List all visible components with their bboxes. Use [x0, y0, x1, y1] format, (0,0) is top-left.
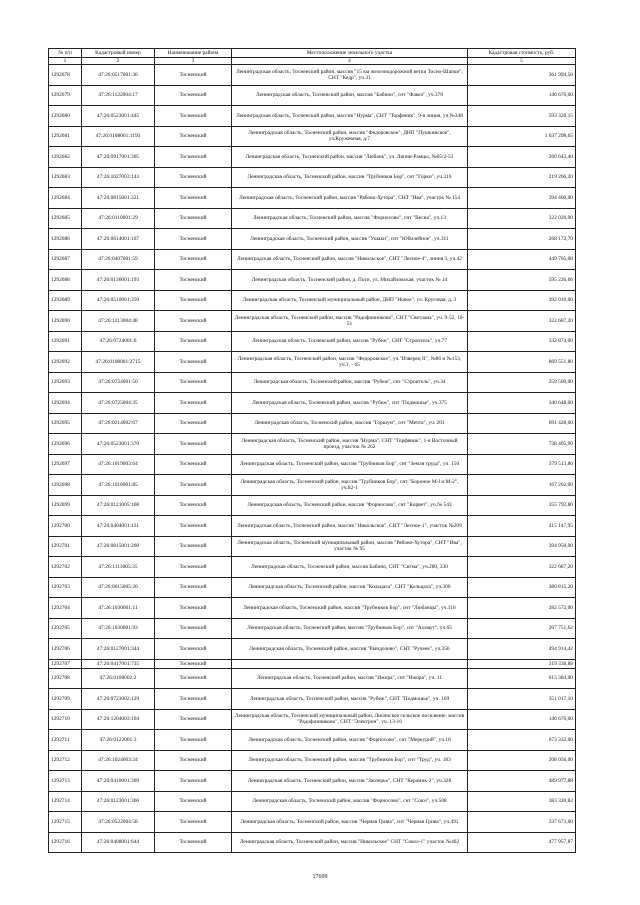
table-row — [49, 229, 576, 250]
cadastral-value-cell: 593 326,15 — [468, 106, 576, 127]
cadastral-value-cell: 332 874,00 — [468, 331, 576, 352]
table-row — [49, 65, 576, 86]
district-cell: Тосненский — [155, 290, 232, 311]
header-index-row — [49, 58, 576, 65]
location-cell: Ленинградская область, Тосненский район, массив "Форносово", снт "Корвет", уч.№ 543 — [232, 495, 468, 516]
cadastral-value-cell: 340 648,00 — [468, 393, 576, 414]
cadastral-value-cell: 379 513,86 — [468, 454, 576, 475]
table-row — [49, 618, 576, 639]
location-cell: Ленинградская область, Тосненский район, массив "Рубеж", СНТ "Подмошье", уч. 169 — [232, 689, 468, 710]
district-cell: Тосненский — [155, 557, 232, 578]
cadastral-value-cell: 595 226,66 — [468, 270, 576, 291]
table-row — [49, 689, 576, 710]
district-cell: Тосненский — [155, 413, 232, 434]
district-cell: Тосненский — [155, 577, 232, 598]
row-number-cell: 1292695 — [49, 413, 82, 434]
row-number-cell: 1292700 — [49, 516, 82, 537]
table-row — [49, 832, 576, 853]
location-cell: Ленинградская область, Тосненский район, массив "Рубеж", СНТ "Строитель", уч.77 — [232, 331, 468, 352]
row-number-cell: 1292716 — [49, 832, 82, 853]
header-index: 4 — [232, 58, 468, 65]
header-location: Местоположение земельного участка — [232, 49, 468, 58]
cadastral-value-cell: 361 994,56 — [468, 65, 576, 86]
row-number-cell: 1292707 — [49, 659, 82, 668]
cadastral-number-cell: 47:26:0723002:129 — [82, 689, 155, 710]
table-row — [49, 557, 576, 578]
location-cell: Ленинградская область, Тосненский район, массив "Радофинниково", СНТ "Светлана", уч. 9-52, 10-51 — [232, 311, 468, 332]
table-row — [49, 709, 576, 730]
district-cell: Тосненский — [155, 598, 232, 619]
cadastral-value-cell: 691 428,00 — [468, 413, 576, 434]
row-number-cell: 1292696 — [49, 434, 82, 455]
location-cell: Ленинградская область, Тосненский район, массив "Горшум", снт "Мечта", уч. 201 — [232, 413, 468, 434]
location-cell: Ленинградская область, Тосненский район, массив "Кольцаха", СНТ "Кольцаха", уч.300 — [232, 577, 468, 598]
location-cell: Ленинградская область, Тосненский район, массив "15 км железнодорожной ветки Тосно-Шапки", СНТ "Кедр", уч.31 — [232, 65, 468, 86]
row-number-cell: 1292683 — [49, 167, 82, 188]
cadastral-value-cell: 449 705,08 — [468, 249, 576, 270]
location-cell: Ленинградская область, Тосненский район, массив "Рубеж", снт "Подмошье", уч.375 — [232, 393, 468, 414]
row-number-cell: 1292693 — [49, 372, 82, 393]
cadastral-number-cell: 47:26:0122001:3 — [82, 730, 155, 751]
district-cell: Тосненский — [155, 709, 232, 730]
cadastral-number-cell: 47:26:0108001:1193 — [82, 126, 155, 147]
location-cell: Ленинградская область, Тосненский муниципальный район, массив "Рябово-Хутора", СНТ "Ива", участок № 95 — [232, 536, 468, 557]
location-cell: Ленинградская область, Тосненский район, массив "Никольское", СНТ "Лесное-1", участок №209 — [232, 516, 468, 537]
table-row — [49, 516, 576, 537]
cadastral-number-cell: 47:26:0510001:350 — [82, 290, 155, 311]
row-number-cell: 1292705 — [49, 618, 82, 639]
cadastral-value-cell: 1 637 298,65 — [468, 126, 576, 147]
row-number-cell: 1292713 — [49, 771, 82, 792]
table-row — [49, 167, 576, 188]
row-number-cell: 1292697 — [49, 454, 82, 475]
cadastral-value-cell: 383 320,82 — [468, 791, 576, 812]
cadastral-number-cell: 47:26:0404001:131 — [82, 516, 155, 537]
row-number-cell: 1292702 — [49, 557, 82, 578]
district-cell: Тосненский — [155, 147, 232, 168]
table-row — [49, 639, 576, 660]
table-body — [49, 65, 576, 853]
cadastral-number-cell: 47:26:0522004:58 — [82, 812, 155, 833]
row-number-cell: 1292691 — [49, 331, 82, 352]
location-cell: Ленинградская область, Тосненский муниципальный район, ДНП "Новое", ул. Круговая, д. 3 — [232, 290, 468, 311]
district-cell: Тосненский — [155, 771, 232, 792]
table-row — [49, 659, 576, 668]
location-cell: Ленинградская область, Тосненский район, массив "Никольское" СНТ "Сокол-1" участок №402 — [232, 832, 468, 853]
row-number-cell: 1292686 — [49, 229, 82, 250]
cadastral-number-cell: 47:26:0407001:59 — [82, 249, 155, 270]
cadastral-number-cell: 47:26:1027003:143 — [82, 167, 155, 188]
cadastral-number-cell: 47:26:1204003:104 — [82, 709, 155, 730]
location-cell: Ленинградская область, Тосненский район, массив "Бабино", снт "Факел", уч.370 — [232, 85, 468, 106]
district-cell: Тосненский — [155, 106, 232, 127]
district-cell: Тосненский — [155, 750, 232, 771]
cadastral-value-cell: 259 500,00 — [468, 372, 576, 393]
cadastral-value-cell: 322 020,00 — [468, 208, 576, 229]
row-number-cell: 1292706 — [49, 639, 82, 660]
district-cell: Тосненский — [155, 689, 232, 710]
location-cell: Ленинградская область, Тосненский муниципальный район, Лисинское сельское поселение, массив "Радофинниково", СНТ "Электрон", уч. 13-16 — [232, 709, 468, 730]
cadastral-value-cell: 268 172,70 — [468, 229, 576, 250]
location-cell: Ленинградская область, Тосненский район, массив "Федоровское", ДНП "Пушкинское", ул.Кружевная, д.7 — [232, 126, 468, 147]
district-cell: Тосненский — [155, 331, 232, 352]
location-cell: Ленинградская область, Тосненский район, массив "Трубников Бор", снт "Труд", уч. 183 — [232, 750, 468, 771]
row-number-cell: 1292710 — [49, 709, 82, 730]
location-cell: Ленинградская область, Тосненский район, массив "Трубников Бор", снт "Земля труда", уч. 150 — [232, 454, 468, 475]
cadastral-value-cell: 477 957,87 — [468, 832, 576, 853]
cadastral-value-cell: 673 332,00 — [468, 730, 576, 751]
cadastral-value-cell: 146 676,00 — [468, 709, 576, 730]
cadastral-number-cell: 47:26:0815001:321 — [82, 188, 155, 209]
district-cell: Тосненский — [155, 126, 232, 147]
cadastral-value-cell: 337 673,60 — [468, 812, 576, 833]
cadastral-number-cell: 47:26:0615005:20 — [82, 577, 155, 598]
cadastral-number-cell: 47:26:0108002:2 — [82, 668, 155, 689]
row-number-cell: 1292703 — [49, 577, 82, 598]
location-cell: Ленинградская область, Тосненский район, массив "Трубников Бор", снт "Ахмаут", уч.65 — [232, 618, 468, 639]
location-cell: Ленинградская область, Тосненский район, массив "Форносово", снт "Меркурий", уч.18 — [232, 730, 468, 751]
district-cell: Тосненский — [155, 352, 232, 373]
table-row — [49, 577, 576, 598]
row-number-cell: 1292689 — [49, 290, 82, 311]
row-number-cell: 1292682 — [49, 147, 82, 168]
header-index: 2 — [82, 58, 155, 65]
location-cell: Ленинградская область, Тосненский район, массив "Рубеж", снт "Строитель", уч.34 — [232, 372, 468, 393]
cadastral-value-cell: 319 338,88 — [468, 659, 576, 668]
location-cell: Ленинградская область, Тосненский район, массив "Рындолево", СНТ "Ручеек", уч.356 — [232, 639, 468, 660]
cadastral-value-cell: 738 405,90 — [468, 434, 576, 455]
table-row — [49, 352, 576, 373]
table-row — [49, 270, 576, 291]
table-row — [49, 668, 576, 689]
row-number-cell: 1292711 — [49, 730, 82, 751]
cadastral-number-cell: 47:26:1030001:93 — [82, 618, 155, 639]
district-cell: Тосненский — [155, 668, 232, 689]
district-cell: Тосненский — [155, 639, 232, 660]
table-row — [49, 208, 576, 229]
table-row — [49, 311, 576, 332]
row-number-cell: 1292714 — [49, 791, 82, 812]
cadastral-number-cell: 47:26:0614001:167 — [82, 229, 155, 250]
table-row — [49, 85, 576, 106]
cadastral-number-cell: 47:26:0725004:35 — [82, 393, 155, 414]
cadastral-number-cell: 47:26:1213004:48 — [82, 311, 155, 332]
row-number-cell: 1292681 — [49, 126, 82, 147]
row-number-cell: 1292709 — [49, 689, 82, 710]
district-cell: Тосненский — [155, 791, 232, 812]
district-cell: Тосненский — [155, 536, 232, 557]
table-row — [49, 771, 576, 792]
location-cell: Ленинградская область, Тосненский район, массив "Заозерье", СНТ "Керамик-2", уч.328 — [232, 771, 468, 792]
cadastral-number-cell: 47:26:0214002:67 — [82, 413, 155, 434]
page-number: 17699 — [312, 874, 328, 880]
cadastral-number-cell: 47:26:0110001:29 — [82, 208, 155, 229]
cadastral-number-cell: 47:26:0123001:366 — [82, 791, 155, 812]
location-cell: Ленинградская область, Тосненский район, массив "Никольское", СНТ "Лесное-4", линия 3, уч.42 — [232, 249, 468, 270]
row-number-cell: 1292704 — [49, 598, 82, 619]
table-row — [49, 393, 576, 414]
district-cell: Тосненский — [155, 832, 232, 853]
table-row — [49, 249, 576, 270]
cadastral-number-cell: 47:26:0408001:644 — [82, 832, 155, 853]
header-index: 3 — [155, 58, 232, 65]
location-cell: Ленинградская область, Тосненский район, массив "Любань", ул. Ляпин-Рамцы, №65/2-53 — [232, 147, 468, 168]
row-number-cell: 1292715 — [49, 812, 82, 833]
location-cell: Ленинградская область, Тосненский район, массив "Черная Грива", снт "Черная Грива", уч.491 — [232, 812, 468, 833]
cadastral-value-cell: 208 056,00 — [468, 750, 576, 771]
table-row — [49, 147, 576, 168]
district-cell: Тосненский — [155, 311, 232, 332]
header-cadastral-number: Кадастровый номер — [82, 49, 155, 58]
header-cadastral-value: Кадастровая стоимость, руб. — [468, 49, 576, 58]
cadastral-number-cell: 47:26:0517001:36 — [82, 65, 155, 86]
row-number-cell: 1292712 — [49, 750, 82, 771]
cadastral-number-cell: 47:26:1016001:85 — [82, 475, 155, 496]
table-row — [49, 290, 576, 311]
cadastral-number-cell: 47:26:0410001:309 — [82, 771, 155, 792]
table-header — [49, 49, 576, 65]
cadastral-number-cell: 47:26:1019003:64 — [82, 454, 155, 475]
row-number-cell: 1292688 — [49, 270, 82, 291]
district-cell: Тосненский — [155, 65, 232, 86]
cadastral-number-cell: 47:26:0523001:370 — [82, 434, 155, 455]
cadastral-number-cell: 47:26:1024003:24 — [82, 750, 155, 771]
table-row — [49, 372, 576, 393]
cadastral-value-cell: 394 950,00 — [468, 536, 576, 557]
table-row — [49, 750, 576, 771]
header-index: 1 — [49, 58, 82, 65]
row-number-cell: 1292698 — [49, 475, 82, 496]
cadastral-number-cell: 47:26:0127001:344 — [82, 639, 155, 660]
district-cell: Тосненский — [155, 167, 232, 188]
district-cell: Тосненский — [155, 454, 232, 475]
table-row — [49, 812, 576, 833]
row-number-cell: 1292692 — [49, 352, 82, 373]
row-number-cell: 1292694 — [49, 393, 82, 414]
table-row — [49, 126, 576, 147]
header-row-number: № п/п — [49, 49, 82, 58]
district-cell: Тосненский — [155, 188, 232, 209]
location-cell: Ленинградская область, Тосненский район, массив "Ижора", снт "Ижора", уч. 11 — [232, 668, 468, 689]
location-cell: Ленинградская область, Тосненский район, массив "Трубников Бор", снт "Любанцы", уч.116 — [232, 598, 468, 619]
row-number-cell: 1292678 — [49, 65, 82, 86]
cadastral-number-cell: 47:26:0724001:50 — [82, 372, 155, 393]
table-row — [49, 791, 576, 812]
cadastral-value-cell: 494 914,42 — [468, 639, 576, 660]
row-number-cell: 1292684 — [49, 188, 82, 209]
cadastral-value-cell: 415 147,95 — [468, 516, 576, 537]
header-index: 5 — [468, 58, 576, 65]
district-cell: Тосненский — [155, 85, 232, 106]
table-row — [49, 106, 576, 127]
cadastral-value-cell: 282 572,00 — [468, 598, 576, 619]
cadastral-number-cell: 47:26:0108001:2715 — [82, 352, 155, 373]
district-cell: Тосненский — [155, 434, 232, 455]
district-cell: Тосненский — [155, 229, 232, 250]
cadastral-number-cell: 47:26:0130001:193 — [82, 270, 155, 291]
cadastral-table — [48, 48, 576, 853]
location-cell: Ленинградская область, Тосненский район, массив "Трубников Бор", снт "Бороное М-I и М-2", уч.82-1 — [232, 475, 468, 496]
cadastral-number-cell: 47:26:0417001:735 — [82, 659, 155, 668]
location-cell: Ленинградская область, Тосненский район, д. Поги, ул. Михайловская, участок № 14 — [232, 270, 468, 291]
row-number-cell: 1292699 — [49, 495, 82, 516]
cadastral-value-cell: 146 676,00 — [468, 85, 576, 106]
district-cell: Тосненский — [155, 270, 232, 291]
cadastral-value-cell: 219 266,20 — [468, 167, 576, 188]
cadastral-value-cell: 489 977,88 — [468, 771, 576, 792]
district-cell: Тосненский — [155, 659, 232, 668]
location-cell: Ленинградская область, Тосненский район, массив "Форносово", снт "Союз", уч.508 — [232, 791, 468, 812]
district-cell: Тосненский — [155, 393, 232, 414]
location-cell: Ленинградская область, Тосненский район, массив "Ушаки", снт "Юбилейное", уч.311 — [232, 229, 468, 250]
row-number-cell: 1292701 — [49, 536, 82, 557]
district-cell: Тосненский — [155, 249, 232, 270]
table-row — [49, 188, 576, 209]
row-number-cell: 1292708 — [49, 668, 82, 689]
cadastral-value-cell: 615 384,00 — [468, 668, 576, 689]
cadastral-value-cell: 322 687,20 — [468, 311, 576, 332]
district-cell: Тосненский — [155, 618, 232, 639]
district-cell: Тосненский — [155, 475, 232, 496]
table-row — [49, 598, 576, 619]
cadastral-number-cell: 47:26:1122004:17 — [82, 85, 155, 106]
row-number-cell: 1292680 — [49, 106, 82, 127]
table-row — [49, 536, 576, 557]
cadastral-value-cell: 394 400,00 — [468, 188, 576, 209]
cadastral-value-cell: 351 017,10 — [468, 689, 576, 710]
table-row — [49, 434, 576, 455]
district-cell: Тосненский — [155, 516, 232, 537]
cadastral-number-cell: 47:26:1030001:11 — [82, 598, 155, 619]
cadastral-value-cell: 392 010,00 — [468, 290, 576, 311]
district-cell: Тосненский — [155, 495, 232, 516]
table-row — [49, 475, 576, 496]
district-cell: Тосненский — [155, 208, 232, 229]
row-number-cell: 1292690 — [49, 311, 82, 332]
cadastral-number-cell: 47:26:0724001:6 — [82, 331, 155, 352]
cadastral-number-cell: 47:26:0121005:108 — [82, 495, 155, 516]
header-row — [49, 49, 576, 58]
cadastral-number-cell: 47:26:1113005:35 — [82, 557, 155, 578]
location-cell: Ленинградская область, Тосненский район, массив "Рябово-Хутора", СНТ "Ива", участок № 154 — [232, 188, 468, 209]
location-cell — [232, 659, 468, 668]
location-cell: Ленинградская область, Тосненский район, массив "Нурма", СНТ "Торфяник", 1-я Восточный проезд, участок № 262 — [232, 434, 468, 455]
cadastral-value-cell: 380 815,20 — [468, 577, 576, 598]
cadastral-number-cell: 47:26:0917001:305 — [82, 147, 155, 168]
location-cell: Ленинградская область, Тосненский район, массив Бабино, СНТ "Сигма", уч.280, 330 — [232, 557, 468, 578]
cadastral-number-cell: 47:26:0815001:260 — [82, 536, 155, 557]
cadastral-value-cell: 167 202,00 — [468, 475, 576, 496]
location-cell: Ленинградская область, Тосненский район, массив "Форносово", снт "Весна", уч.13 — [232, 208, 468, 229]
cadastral-value-cell: 355 792,80 — [468, 495, 576, 516]
row-number-cell: 1292685 — [49, 208, 82, 229]
table-row — [49, 730, 576, 751]
row-number-cell: 1292687 — [49, 249, 82, 270]
cadastral-value-cell: 207 751,62 — [468, 618, 576, 639]
row-number-cell: 1292679 — [49, 85, 82, 106]
table-row — [49, 495, 576, 516]
location-cell: Ленинградская область, Тосненский район, массив "Трубников Бор", снт "Горки", уч.316 — [232, 167, 468, 188]
district-cell: Тосненский — [155, 730, 232, 751]
location-cell: Ленинградская область, Тосненский район, массив "Федоровское", уч."Изверец II", №86 и №153, уч.1, - 65 — [232, 352, 468, 373]
cadastral-number-cell: 47:26:0523001:445 — [82, 106, 155, 127]
table-row — [49, 413, 576, 434]
table-row — [49, 454, 576, 475]
cadastral-value-cell: 322 687,20 — [468, 557, 576, 578]
header-district-name: Наименование района — [155, 49, 232, 58]
cadastral-value-cell: 260 643,40 — [468, 147, 576, 168]
cadastral-value-cell: 869 551,80 — [468, 352, 576, 373]
district-cell: Тосненский — [155, 812, 232, 833]
district-cell: Тосненский — [155, 372, 232, 393]
location-cell: Ленинградская область, Тосненский район, массив "Нурма", СНТ "Торфяник", 9-я линия, уч.№348 — [232, 106, 468, 127]
table-row — [49, 331, 576, 352]
